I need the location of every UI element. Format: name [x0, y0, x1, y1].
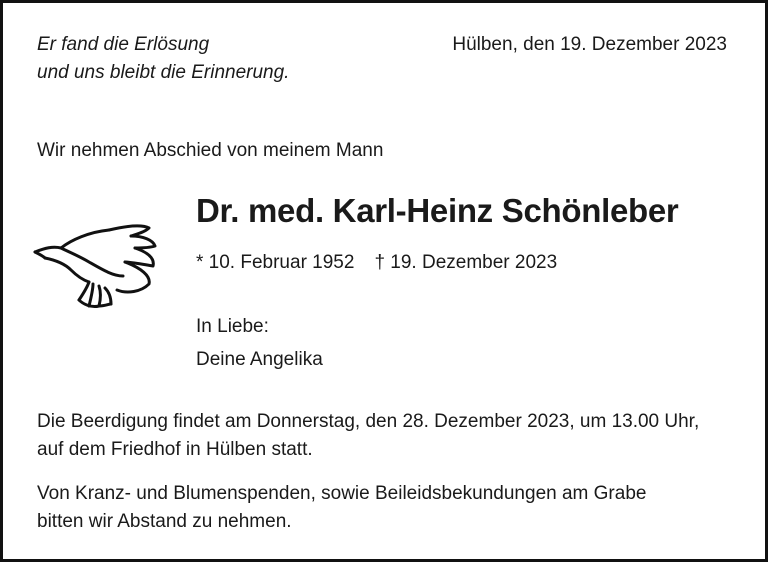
funeral-info [37, 408, 699, 464]
quote-line-2: und uns bleibt die Erinnerung. [37, 62, 290, 83]
funeral-line-2: auf dem Friedhof in Hülben statt. [37, 439, 313, 460]
funeral-line-1: Die Beerdigung findet am Donnerstag, den 28. Dezember 2023, um 13.00 Uhr, [37, 411, 700, 432]
donation-line-2: bitten wir Abstand zu nehmen. [37, 511, 292, 532]
quote-line-1: Er fand die Erlösung [37, 34, 210, 55]
mourners-heading: In Liebe: [196, 316, 269, 337]
place-date: Hülben, den 19. Dezember 2023 [452, 34, 727, 55]
memorial-quote [37, 31, 289, 87]
dove-icon [31, 218, 159, 310]
intro-text: Wir nehmen Abschied von meinem Mann [37, 140, 384, 161]
life-dates [196, 249, 557, 277]
donation-line-1: Von Kranz- und Blumenspenden, sowie Beileidsbekundungen am Grabe [37, 483, 647, 504]
mourners-names: Deine Angelika [196, 349, 323, 370]
birth-date: * 10. Februar 1952 [196, 252, 355, 273]
donation-note [37, 480, 646, 536]
death-date: † 19. Dezember 2023 [374, 252, 558, 273]
deceased-name: Dr. med. Karl-Heinz Schönleber [196, 192, 679, 229]
